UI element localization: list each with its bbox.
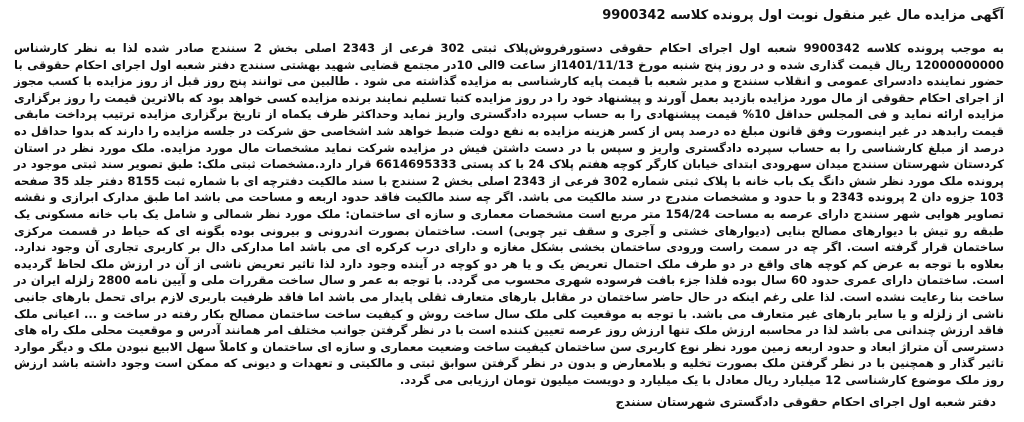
auction-notice: [6, 0, 1018, 422]
notice-body: به موجب پرونده کلاسه 9900342 شعبه اول اجرای احکام حقوقی دستورفروش‌پلاک ثبتی 302 فرعی از 2343 اصلی بخش 2 سنندج صادر شده لذا به نظر کارشناس 12000000000 ریال قیمت گذاری شده و در روز پنج شنبه مورخ 1401/11/13از ساعت 9الی 10در مجتمع قضایی شهید بهشتی سنندج دفتر شعبه اول اجرای احکام حقوقی با حضور نماینده دادسرای عمومی و انقلاب سنندج و مدیر شعبه با قیمت پایه کارشناسی به مزایده گذاشته می شود . طالبین می توانند پنج روز قبل از روز مزایده با کسب مجوز از اجرای احکام حقوقی از مال مورد مزایده بازدید بعمل آورند و پیشنهاد خود را در روز مزایده کتبا تسلیم نمایند برنده مزایده کسی خواهد بود که بالاترین قیمت را روز برگزاری مزایده ارائه نماید و فی المجلس حداقل 10% قیمت پیشنهادی را به حساب سپرده دادگستری واریز نماید وحداکثر ظرف یکماه از تاریخ برگزاری مزایده ترتیب پرداخت مابقی قیمت رابدهد در غیر اینصورت وفق قانون مبلغ ده درصد پس از کسر هزینه مزایده به نفع دولت ضبط خواهد شد اشخاصی حق شرکت در جلسه مزایده را دارند که بدوا حداقل ده درصد از مبلغ کارشناسی را به حساب سپرده دادگستری واریز و سپس با در دست داشتن فیش در مزایده شرکت نماید مشخصات مال مورد مزایده. ملک مورد نظر در استان کردستان شهرستان سنندج میدان سهرودی ابتدای خیابان کارگر کوچه هفتم پلاک 24 با کد پستی 6614695333 قرار دارد.مشخصات ثبتی ملک: طبق تصویر سند ثبتی موجود در پرونده ملک مورد نظر شش دانگ یک باب خانه با پلاک ثبتی شماره 302 فرعی از 2343 اصلی بخش 2 سنندج با سند مالکیت دفترچه ای با شماره ثبت 8155 دفتر جلد 35 صفحه 103 جزوه دان 2 پرونده 2343 و با حدود و مشخصات مندرج در سند مالکیت می باشد. اگر چه سند مالکیت فاقد حدود اربعه و مساحت می باشد اما طبق مدارک ابرازی و نقشه تصاویر هوایی شهر سنندج دارای عرصه به مساحت 154/24 متر مربع است مشخصات معماری و سازه ای ساختمان: ملک مورد نظر شمالی و شامل یک باب خانه مسکونی یک طبقه رو تیش با دیوارهای مصالح بنایی (دیوارهای خشتی و آجری و سقف تیر چوبی) است. ساختمان بصورت اندرونی و بیرونی بوده بگونه ای که حیاط در قسمت مرکزی ساختمان قرار گرفته است. اگر چه در سمت راست ورودی ساختمان بخشی بشکل مغازه و دارای درب کرکره ای می باشد اما مدارکی دال بر کاربری تجاری آن وجود ندارد. بعلاوه با توجه به عرض کم کوچه های واقع در دو طرف ملک احتمال تعریض یک و یا هر دو کوچه در آینده وجود دارد لذا تاثیر تعریض ناشی از آن در ارزش ملک لحاظ گردیده است. ساختمان دارای عمری حدود 60 سال بوده فلذا جزء بافت فرسوده شهری محسوب می گردد. با توجه به عمر و سال ساخت مقررات ملی و آیین نامه 2800 زلزله ایران در ساخت بنا رعایت نشده است. لذا علی رغم اینکه در حال حاضر ساختمان در مقابل بارهای متعارف ثقلی پایدار می باشد اما فاقد ظرفیت باربری لازم برای تحمل بارهای جانبی ناشی از زلزله و یا سایر بارهای غیر متعارف می باشد. با توجه به موقعیت کلی ملک سال ساخت روش و کیفیت ساخت ساختمان مصالح بکار رفته در ساخت و ... اعیانی ملک فاقد ارزش چندانی می باشد لذا در محاسبه ارزش ملک تنها ارزش روز عرصه تعیین کننده است با در نظر گرفتن جوانب مختلف امر همانند آدرس و موقعیت محلی ملک راه های دسترسی آن متراژ ابعاد و حدود اربعه زمین مورد نظر نوع کاربری سن ساختمان کیفیت ساخت وضعیت معماری و سازه ای ساختمان و کاملاً سهل الابیع نبودن ملک و دیگر موارد تاثیر گذار و همچنین با در نظر گرفتن ملک بصورت تخلیه و بلامعارض و بدون در نظر گرفتن سوابق ثبتی و مالکیتی و تعهدات و دیونی که ممکن است وجود داشته باشد ارزش روز ملک موضوع کارشناسی 12 میلیارد ریال معادل با یک میلیارد و دویست میلیون تومان ارزیابی می گردد.: [14, 41, 1005, 387]
notice-title: آگهی مزایده مال غیر منقول نوبت اول پرونده کلاسه 9900342: [602, 8, 1004, 23]
notice-footer: دفتر شعبه اول اجرای احکام حقوقی دادگستری شهرستان سنندج: [615, 395, 996, 409]
